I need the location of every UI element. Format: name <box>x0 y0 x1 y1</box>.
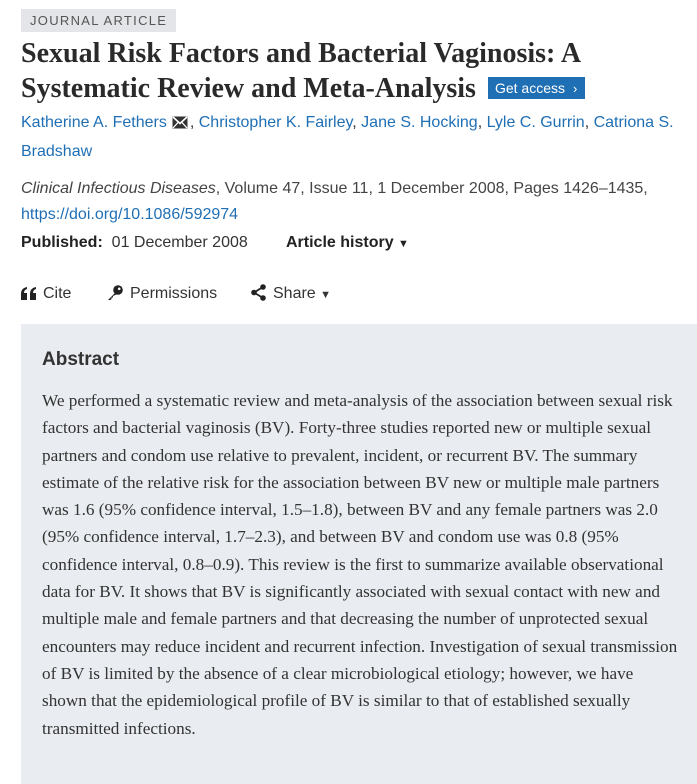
article-history-label: Article history <box>286 234 394 251</box>
author-list <box>21 109 697 165</box>
permissions-button[interactable] <box>107 281 217 307</box>
published-label: Published: <box>21 234 103 251</box>
envelope-icon[interactable] <box>172 111 188 138</box>
author-link[interactable]: Christopher K. Fairley <box>198 114 353 131</box>
article-title-text: Sexual Risk Factors and Bacterial Vaginosis: A Systematic Review and Meta-Analysis <box>21 38 580 104</box>
author-link[interactable]: Jane S. Hocking <box>361 114 478 131</box>
published-date: 01 December 2008 <box>111 234 248 251</box>
share-label: Share <box>273 285 316 302</box>
citation-details: , Volume 47, Issue 11, 1 December 2008, Pages 1426–1435, <box>215 180 648 197</box>
doi-link[interactable]: https://doi.org/10.1086/592974 <box>21 206 239 223</box>
author-separator: , <box>189 114 199 131</box>
share-dropdown[interactable] <box>250 281 331 308</box>
author-link[interactable]: Lyle C. Gurrin <box>486 114 585 131</box>
author-separator: , <box>352 114 362 131</box>
author-separator: , <box>477 114 487 131</box>
abstract-heading: Abstract <box>42 349 120 370</box>
chevron-right-icon: › <box>572 81 578 96</box>
caret-down-icon: ▼ <box>320 289 332 301</box>
citation-line <box>21 176 648 202</box>
published-row <box>21 230 248 256</box>
author-separator: , <box>584 114 594 131</box>
article-title <box>21 36 691 106</box>
abstract-section <box>21 324 697 784</box>
cite-label: Cite <box>43 285 72 302</box>
get-access-label: Get access <box>494 80 565 96</box>
author-link[interactable]: Katherine A. Fethers <box>21 114 167 131</box>
get-access-button[interactable] <box>488 77 585 99</box>
share-icon <box>250 284 267 301</box>
article-history-dropdown[interactable] <box>286 230 409 257</box>
journal-name: Clinical Infectious Diseases <box>21 180 216 197</box>
article-type-badge: JOURNAL ARTICLE <box>21 9 176 32</box>
cite-button[interactable] <box>21 281 71 307</box>
permissions-label: Permissions <box>130 285 218 302</box>
quote-icon <box>21 287 37 301</box>
author-link[interactable]: Catriona S. Bradshaw <box>21 114 674 160</box>
abstract-text: We performed a systematic review and meta-analysis of the association between sexual risk factors and bacterial vaginosis (BV). Forty-three studies reported new or multiple sexual partners and condom use relative to prevalent, incident, or recurrent BV. The summary estimate of the relative risk for the association between BV new or multiple male partners was 1.6 (95% confidence interval, 1.5–1.8), between BV and any female partners was 2.0 (95% confidence interval, 1.7–2.3), and between BV and condom use was 0.8 (95% confidence interval, 0.8–0.9). This review is the first to summarize available observational data for BV. It shows that BV is significantly associated with sexual contact with new and multiple male and female partners and that decreasing the number of unprotected sexual encounters may reduce incident and recurrent infection. Investigation of sexual transmission of BV is limited by the absence of a clear microbiological etiology; however, we have shown that the epidemiological profile of BV is similar to that of established sexually transmitted infections. <box>42 391 678 738</box>
caret-down-icon: ▼ <box>398 238 409 250</box>
key-icon <box>107 284 124 301</box>
